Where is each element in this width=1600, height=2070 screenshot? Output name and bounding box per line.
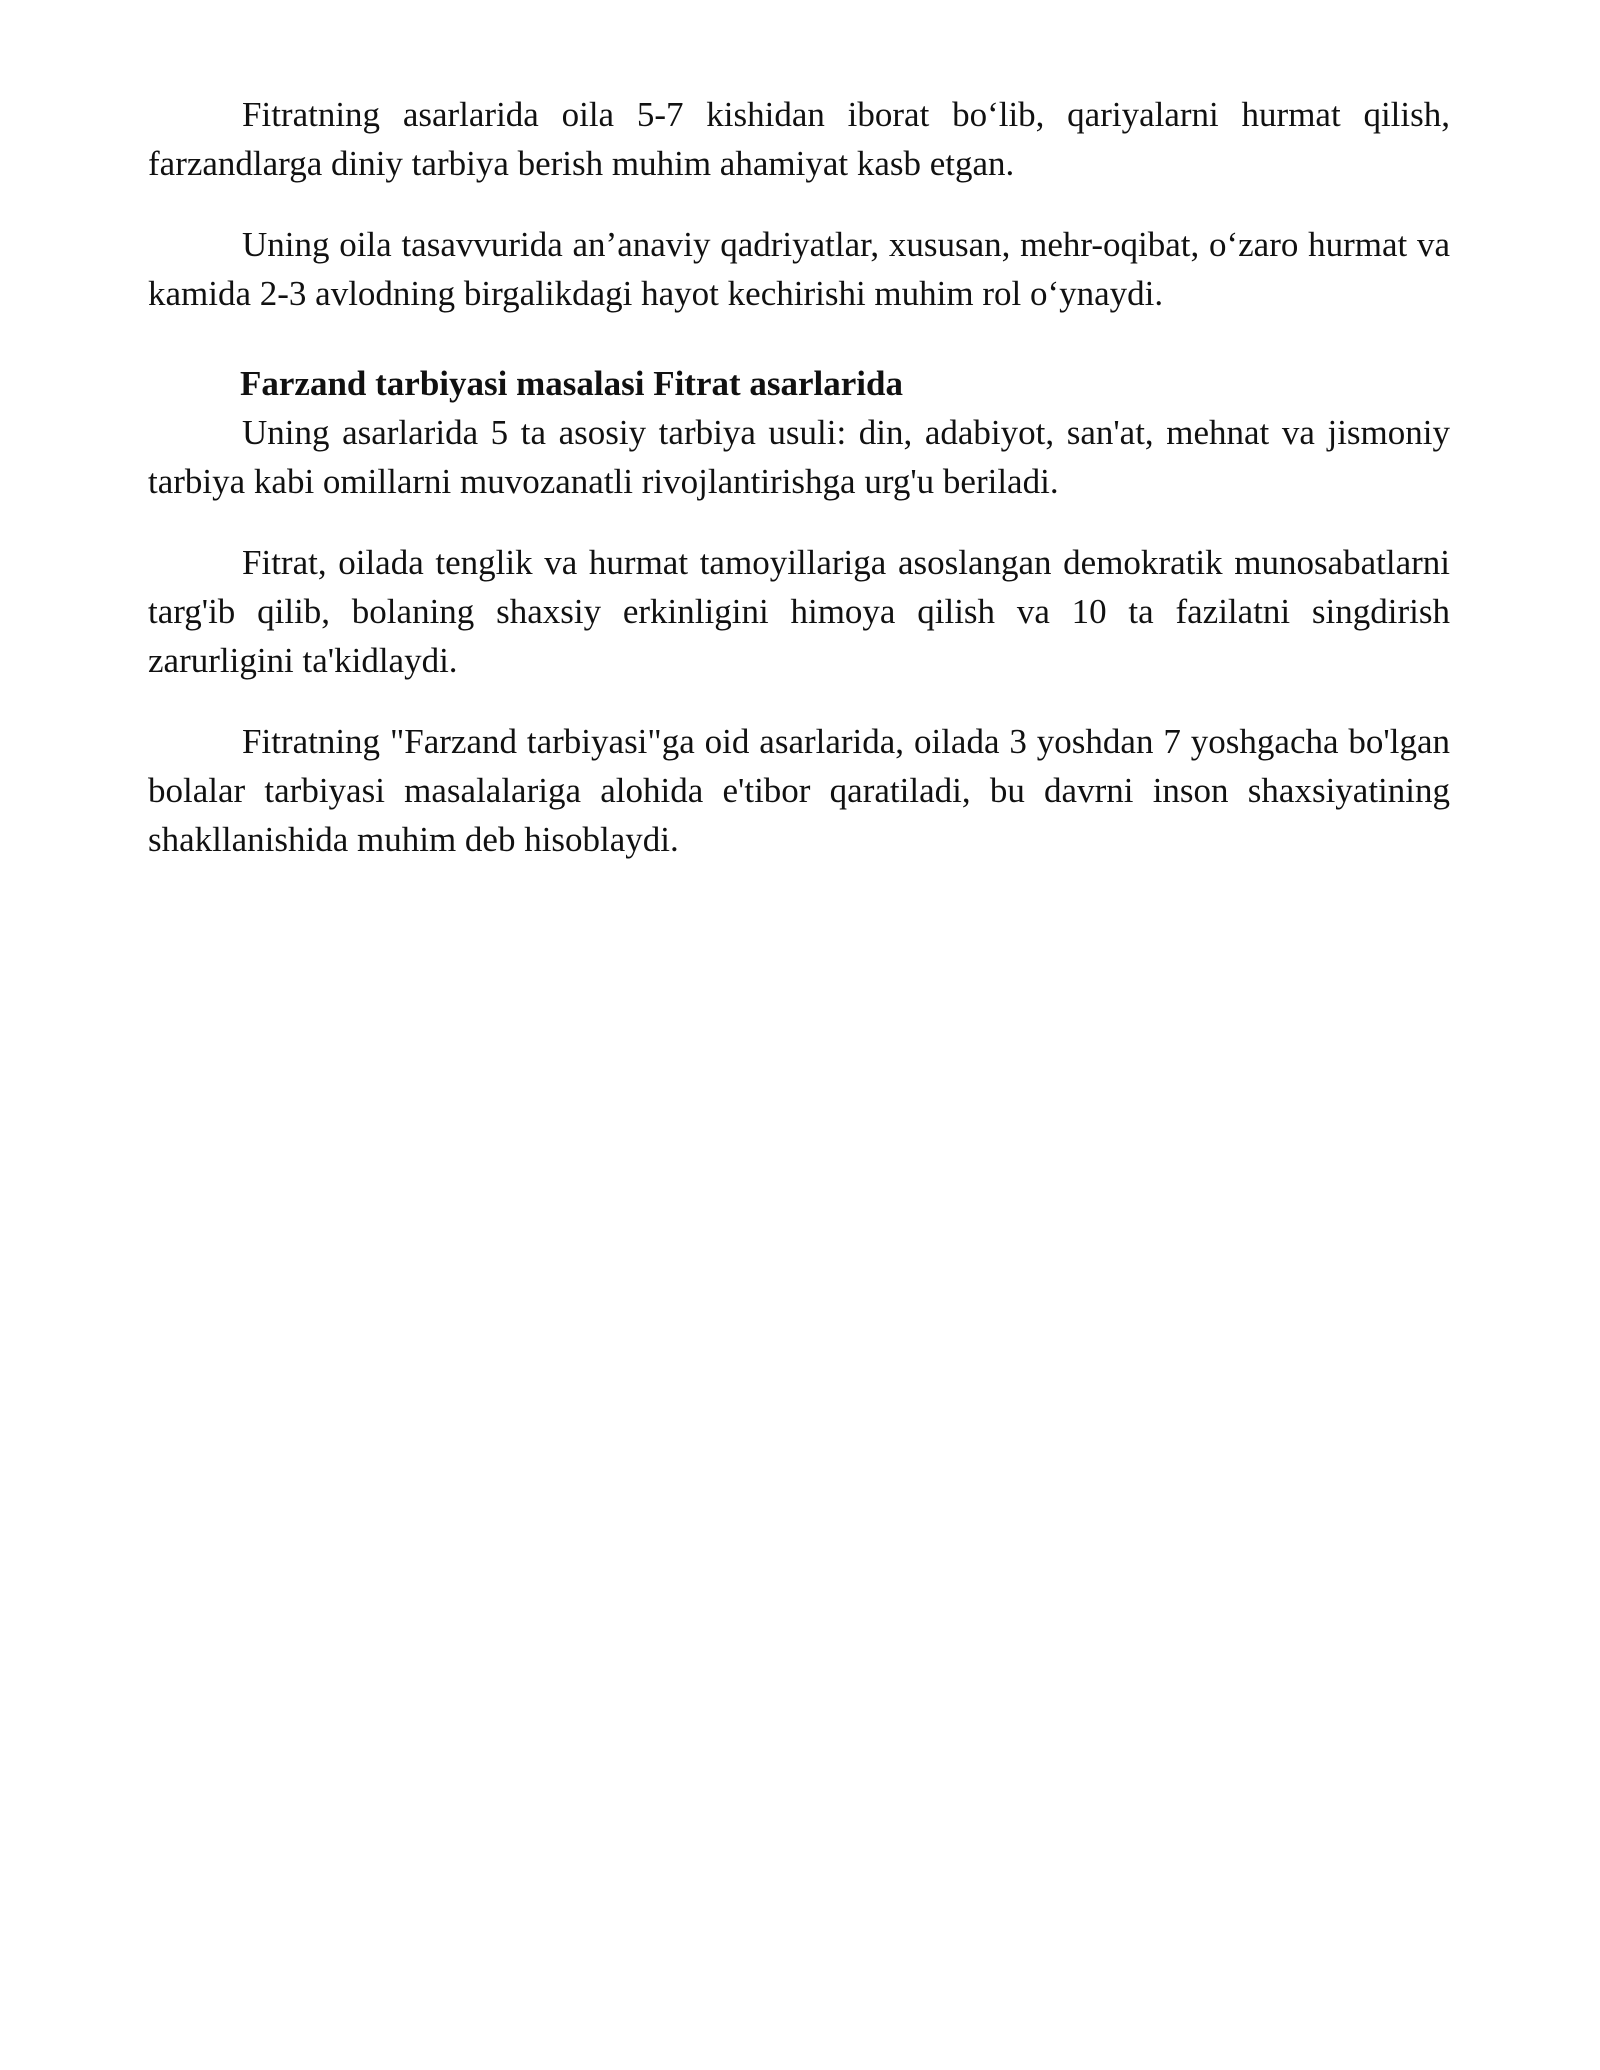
paragraph-child-age-upbringing: Fitratning "Farzand tarbiyasi"ga oid asarlarida, oilada 3 yoshdan 7 yoshgacha bo'lgan bolalar tarbiyasi masalalariga alohida e'tibor qaratiladi, bu davrni inson shaxsiyatining shakllanishida muhim deb hisoblaydi. — [148, 722, 1450, 859]
paragraph-family-values: Uning oila tasavvurida an’anaviy qadriyatlar, xususan, mehr-oqibat, o‘zaro hurmat va kamida 2-3 avlodning birgalikdagi hayot kechirishi muhim rol o‘ynaydi. — [148, 225, 1450, 313]
paragraph-family-size: Fitratning asarlarida oila 5-7 kishidan iborat bo‘lib, qariyalarni hurmat qilish, farzandlarga diniy tarbiya berish muhim ahamiyat kasb etgan. — [148, 95, 1450, 183]
paragraph-upbringing-methods: Uning asarlarida 5 ta asosiy tarbiya usuli: din, adabiyot, san'at, mehnat va jismoniy tarbiya kabi omillarni muvozanatli rivojlantirishga urg'u beriladi. — [148, 413, 1450, 501]
document-body — [148, 90, 1450, 864]
section-heading: Farzand tarbiyasi masalasi Fitrat asarlarida — [240, 364, 904, 403]
paragraph-democratic-relations: Fitrat, oilada tenglik va hurmat tamoyillariga asoslangan demokratik munosabatlarni targ'ib qilib, bolaning shaxsiy erkinligini himoya qilish va 10 ta fazilatni singdirish zarurligini ta'kidlaydi. — [148, 543, 1450, 680]
